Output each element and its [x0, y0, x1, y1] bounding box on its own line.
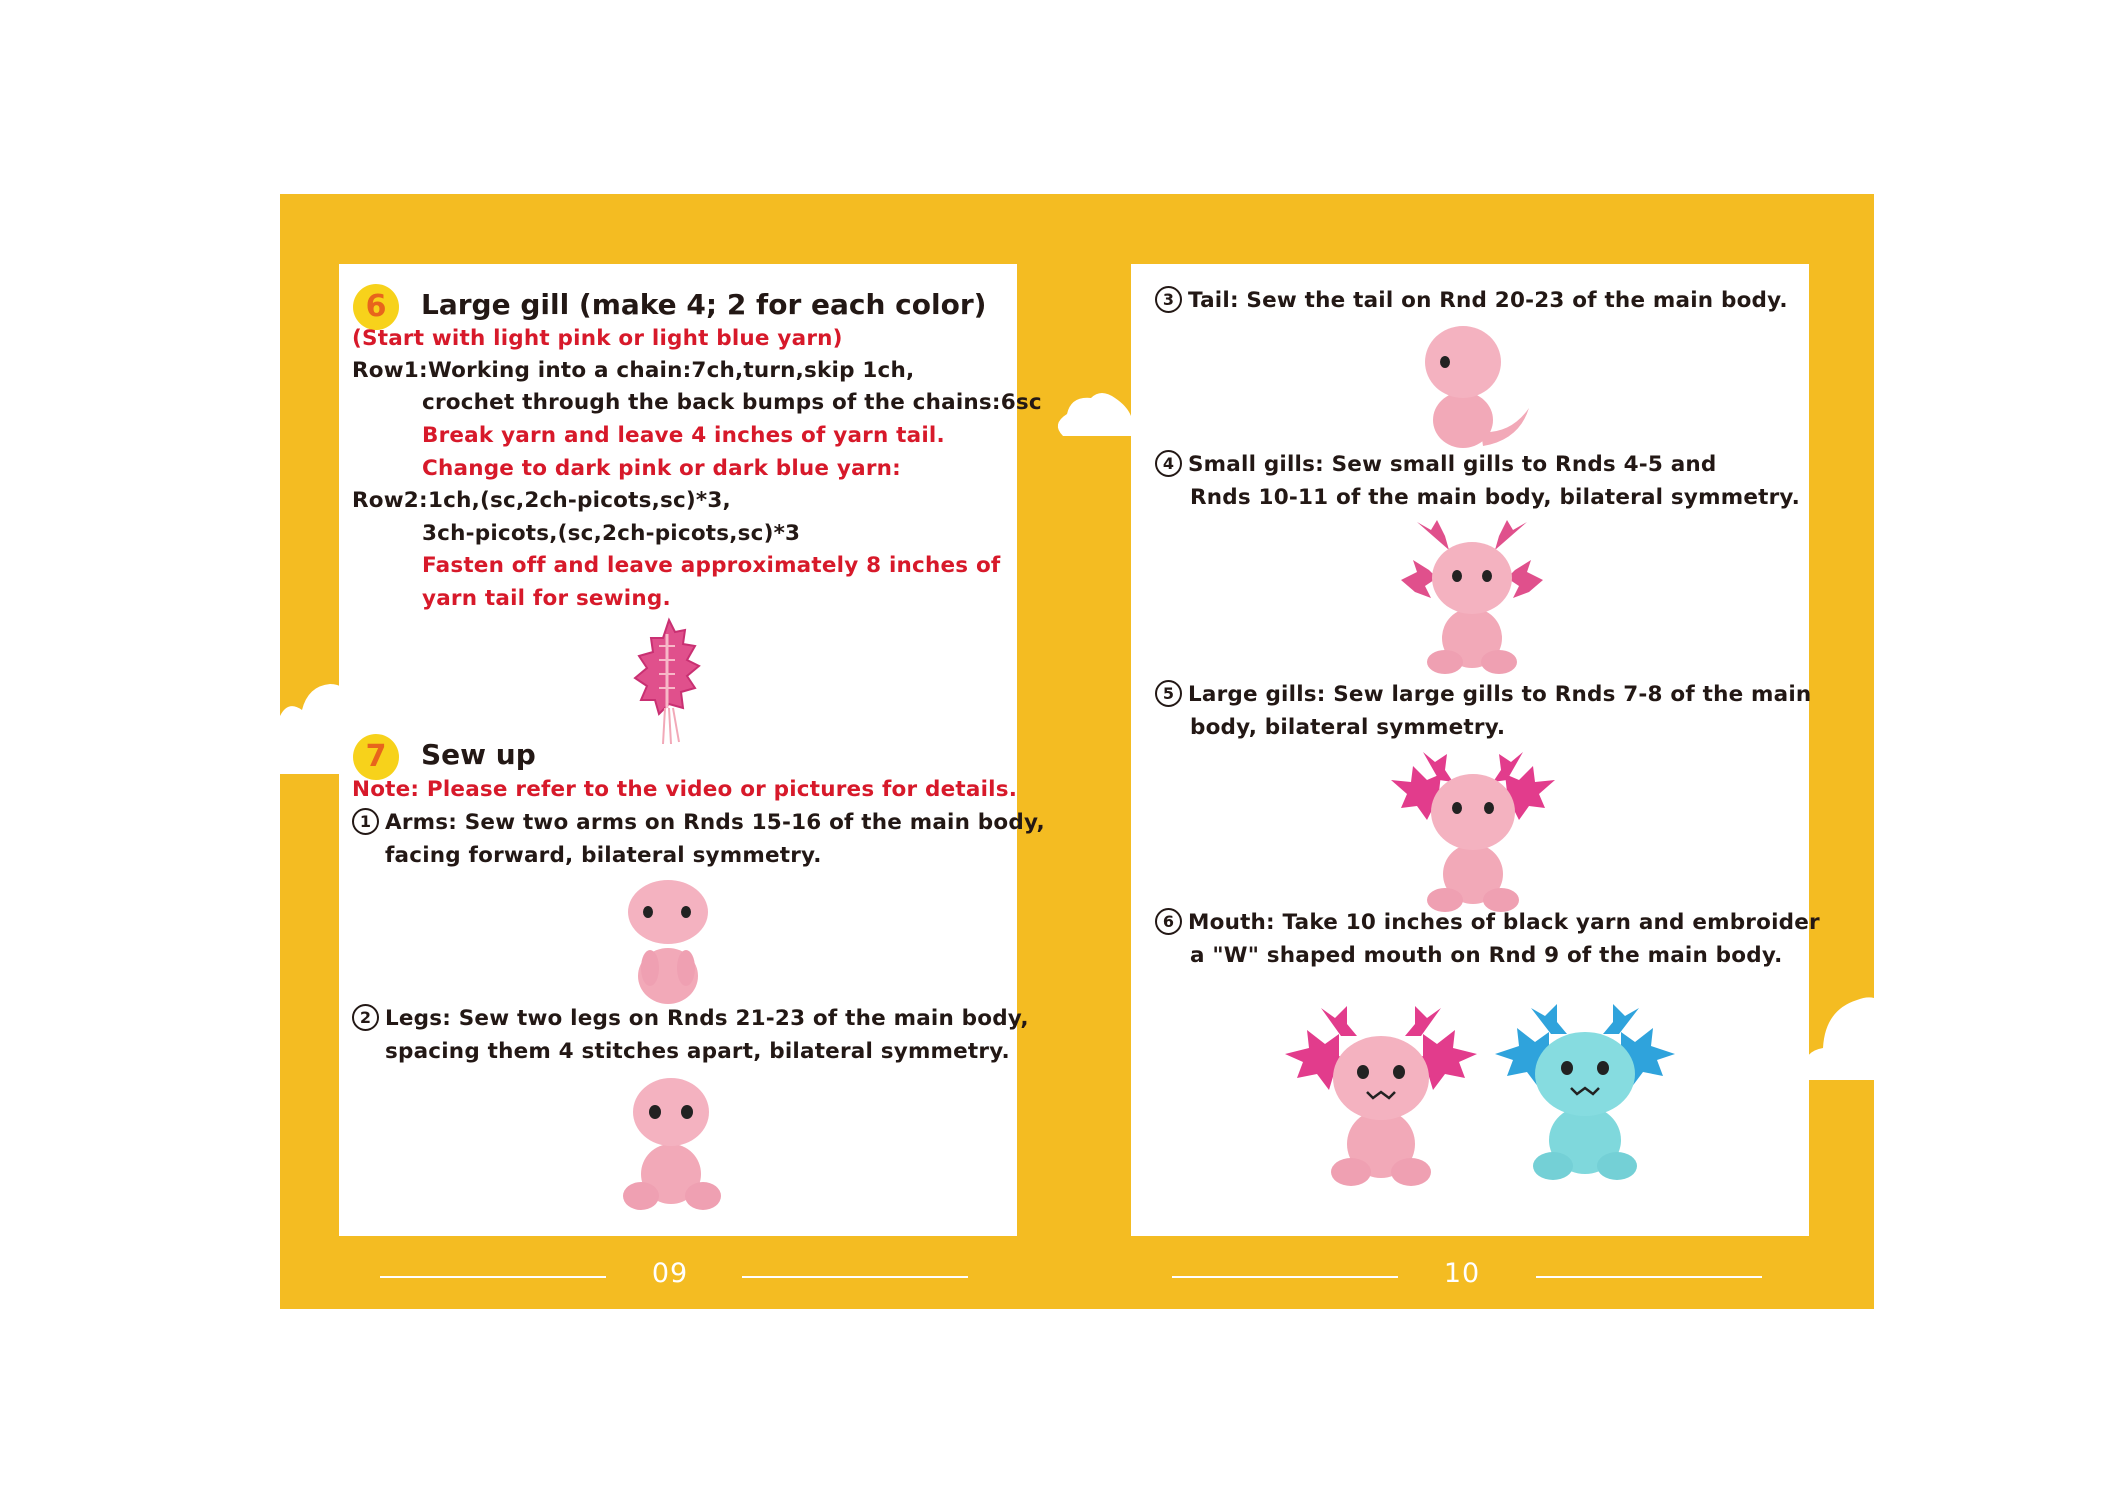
footer-rule-left-a [380, 1276, 606, 1278]
step-5-line-1: 5 Large gills: Sew large gills to Rnds 7-8 of the main [1155, 682, 1811, 709]
step-5-number: 5 [1155, 680, 1182, 707]
footer-rule-right-b [1536, 1276, 1762, 1278]
footer-rule-right-a [1172, 1276, 1398, 1278]
row2-label: Row2: [352, 488, 428, 513]
cloud-decoration-right [1805, 990, 1874, 1080]
section-6-title: Large gill (make 4; 2 for each color) [421, 288, 987, 321]
row2-red-note-1: Fasten off and leave approximately 8 inches of [422, 553, 1001, 578]
book-spread-frame [280, 194, 1874, 1309]
step-2-line-2: spacing them 4 stitches apart, bilateral symmetry. [385, 1039, 1010, 1064]
page-09 [339, 264, 1045, 1236]
tail-sewn-photo [1411, 322, 1531, 452]
step-5-line-2: body, bilateral symmetry. [1190, 715, 1506, 740]
row1-red-note-2: Change to dark pink or dark blue yarn: [422, 456, 901, 481]
step-1-line-1: 1 Arms: Sew two arms on Rnds 15-16 of the main body, [352, 810, 1045, 837]
section-6-subtitle: (Start with light pink or light blue yarn) [352, 326, 843, 351]
finished-axolotls-photo [1281, 994, 1681, 1194]
step-4-number: 4 [1155, 450, 1182, 477]
step-3-line-1: 3 Tail: Sew the tail on Rnd 20-23 of the main body. [1155, 288, 1788, 315]
row2-red-note-2: yarn tail for sewing. [422, 586, 671, 611]
row2-continuation: 3ch-picots,(sc,2ch-picots,sc)*3 [422, 521, 801, 546]
step-2-number: 2 [352, 1004, 379, 1031]
row1-text: Working into a chain:7ch,turn,skip 1ch, [428, 358, 915, 383]
section-7-note: Note: Please refer to the video or pictures for details. [352, 777, 1018, 802]
step-1-line-2: facing forward, bilateral symmetry. [385, 843, 822, 868]
section-7-badge: 7 [353, 734, 399, 780]
row1-continuation: crochet through the back bumps of the chains:6sc [422, 390, 1042, 415]
row1-red-note-1: Break yarn and leave 4 inches of yarn tail. [422, 423, 945, 448]
footer-rule-left-b [742, 1276, 968, 1278]
page-number-09: 09 [651, 1258, 689, 1289]
step-6-line-1: 6 Mouth: Take 10 inches of black yarn and embroider [1155, 910, 1820, 937]
legs-sewn-photo [617, 1074, 727, 1214]
step-6-line-2: a "W" shaped mouth on Rnd 9 of the main body. [1190, 943, 1783, 968]
row2-text: 1ch,(sc,2ch-picots,sc)*3, [428, 488, 731, 513]
cloud-decoration-center [1057, 390, 1131, 436]
step-3-number: 3 [1155, 286, 1182, 313]
step-1-number: 1 [352, 808, 379, 835]
arms-sewn-photo [624, 876, 714, 1006]
step-4-line-2: Rnds 10-11 of the main body, bilateral symmetry. [1190, 485, 1801, 510]
step-6-number: 6 [1155, 908, 1182, 935]
section-6-badge: 6 [353, 284, 399, 330]
section-7-title: Sew up [421, 738, 536, 771]
step-4-line-1: 4 Small gills: Sew small gills to Rnds 4-5 and [1155, 452, 1717, 479]
step-2-line-1: 2 Legs: Sew two legs on Rnds 21-23 of the main body, [352, 1006, 1029, 1033]
large-gill-photo [629, 616, 709, 746]
row1-label: Row1: [352, 358, 428, 383]
page-number-10: 10 [1443, 1258, 1481, 1289]
small-gills-photo [1397, 516, 1547, 676]
page-10 [1131, 264, 1820, 1236]
large-gills-photo [1387, 746, 1559, 916]
